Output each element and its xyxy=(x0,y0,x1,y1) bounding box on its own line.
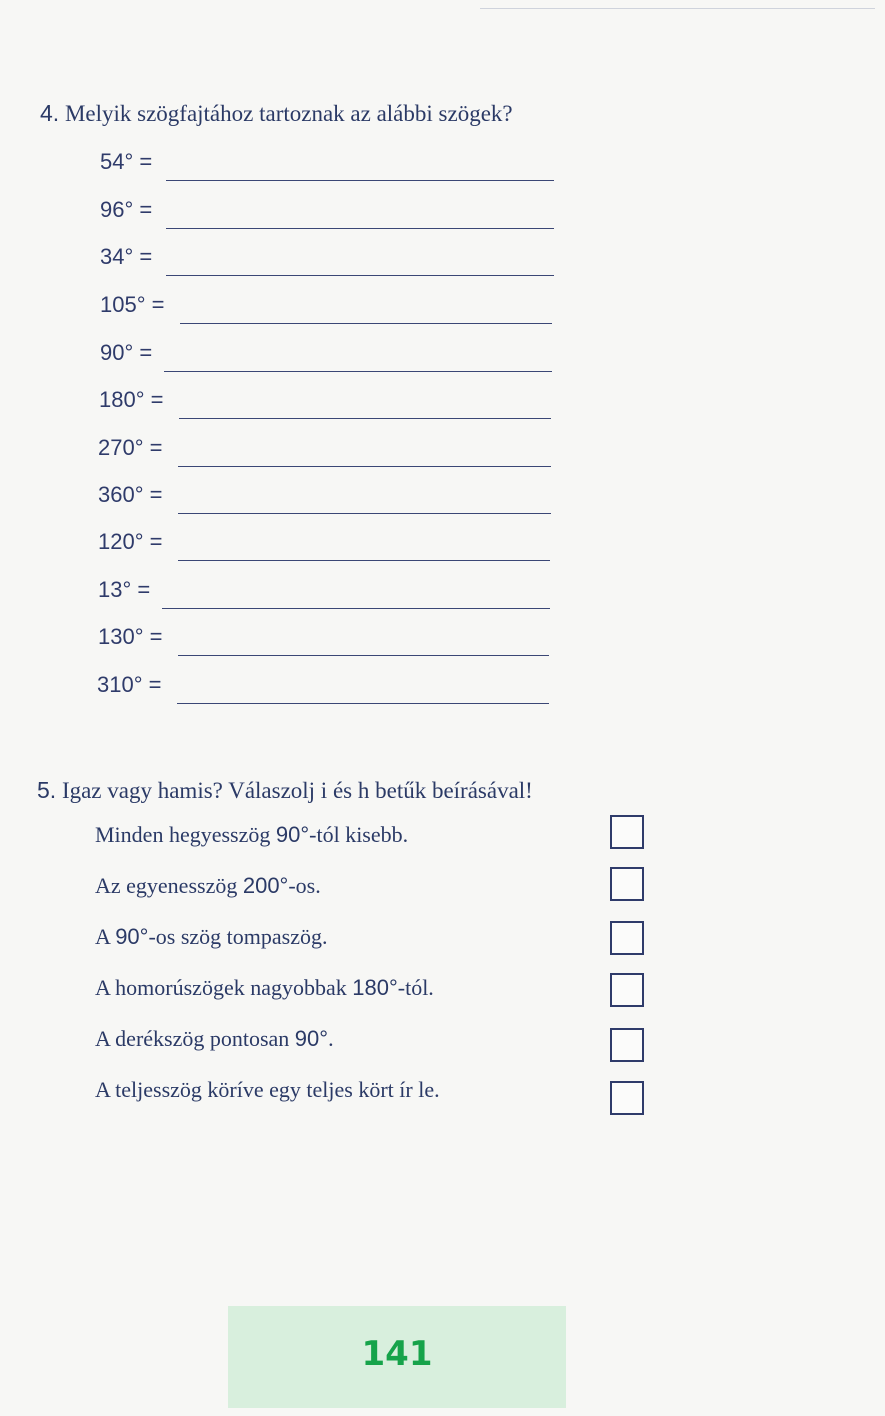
statement-number: 180° xyxy=(352,975,398,1000)
angle-row xyxy=(100,332,552,372)
statement-number: 90° xyxy=(115,924,149,949)
statement-text: -os szög tompaszög. xyxy=(148,924,328,949)
task-4-number: 4. xyxy=(40,100,60,126)
answer-line[interactable] xyxy=(177,703,549,704)
answer-line[interactable] xyxy=(178,655,549,656)
angle-row xyxy=(99,379,551,419)
answer-checkbox[interactable] xyxy=(610,921,644,955)
answer-line[interactable] xyxy=(164,371,552,372)
statement-text: -tól. xyxy=(397,975,434,1000)
statement-number: 90° xyxy=(275,822,310,847)
angle-label: 34° = xyxy=(100,244,153,269)
answer-checkbox[interactable] xyxy=(610,1028,644,1062)
statement-text: A teljesszög köríve egy teljes kört ír le. xyxy=(95,1077,440,1102)
top-rule xyxy=(480,8,875,9)
angle-row xyxy=(98,521,550,561)
statement-text: A homorúszögek nagyobbak xyxy=(95,975,353,1000)
angle-label: 105° = xyxy=(100,292,165,317)
statement-number: 90° xyxy=(294,1026,329,1051)
task-5-heading xyxy=(37,777,533,804)
angle-label: 270° = xyxy=(98,435,163,460)
task-4-heading xyxy=(40,100,513,127)
angle-label: 120° = xyxy=(98,529,163,554)
angle-label: 96° = xyxy=(100,197,153,222)
statement xyxy=(95,873,321,899)
answer-checkbox[interactable] xyxy=(610,973,644,1007)
answer-line[interactable] xyxy=(179,418,551,419)
angle-row xyxy=(98,569,550,609)
statement-text: Minden hegyesszög xyxy=(95,822,276,847)
angle-label: 180° = xyxy=(99,387,164,412)
answer-line[interactable] xyxy=(178,466,551,467)
answer-line[interactable] xyxy=(162,608,550,609)
statement xyxy=(95,822,408,848)
task-5-number: 5. xyxy=(37,777,57,803)
statement xyxy=(95,1026,334,1052)
angle-row xyxy=(100,284,552,324)
angle-row xyxy=(100,189,554,229)
statement-text: A xyxy=(95,924,116,949)
angle-label: 54° = xyxy=(100,149,153,174)
answer-line[interactable] xyxy=(178,560,550,561)
statement-text: -tól kisebb. xyxy=(309,822,409,847)
angle-row xyxy=(98,616,549,656)
statement-text: A derékszög pontosan xyxy=(95,1026,295,1051)
angle-label: 360° = xyxy=(98,482,163,507)
answer-line[interactable] xyxy=(180,323,552,324)
statement-text: . xyxy=(328,1026,334,1051)
angle-row xyxy=(97,664,549,704)
task-4-question: Melyik szögfajtához tartoznak az alábbi szögek? xyxy=(64,101,513,126)
angle-row xyxy=(100,236,554,276)
page-footer xyxy=(228,1306,566,1408)
angle-label: 310° = xyxy=(97,672,162,697)
answer-checkbox[interactable] xyxy=(610,1081,644,1115)
answer-checkbox[interactable] xyxy=(610,815,644,849)
angle-row xyxy=(100,141,554,181)
statement-text: -os. xyxy=(288,873,321,898)
answer-line[interactable] xyxy=(166,228,554,229)
statement-number: 200° xyxy=(242,873,289,898)
page-number: 141 xyxy=(361,1334,433,1374)
angle-label: 90° = xyxy=(100,340,153,365)
statement xyxy=(95,1077,440,1103)
angle-label: 13° = xyxy=(98,577,151,602)
angle-label: 130° = xyxy=(98,624,163,649)
answer-line[interactable] xyxy=(166,180,554,181)
angle-row xyxy=(98,427,551,467)
answer-checkbox[interactable] xyxy=(610,867,644,901)
answer-line[interactable] xyxy=(166,275,554,276)
answer-line[interactable] xyxy=(178,513,551,514)
statement xyxy=(95,975,434,1001)
statement-text: Az egyenesszög xyxy=(95,873,243,898)
statement xyxy=(95,924,328,950)
angle-row xyxy=(98,474,551,514)
task-5-question: Igaz vagy hamis? Válaszolj i és h betűk beírásával! xyxy=(61,778,533,803)
